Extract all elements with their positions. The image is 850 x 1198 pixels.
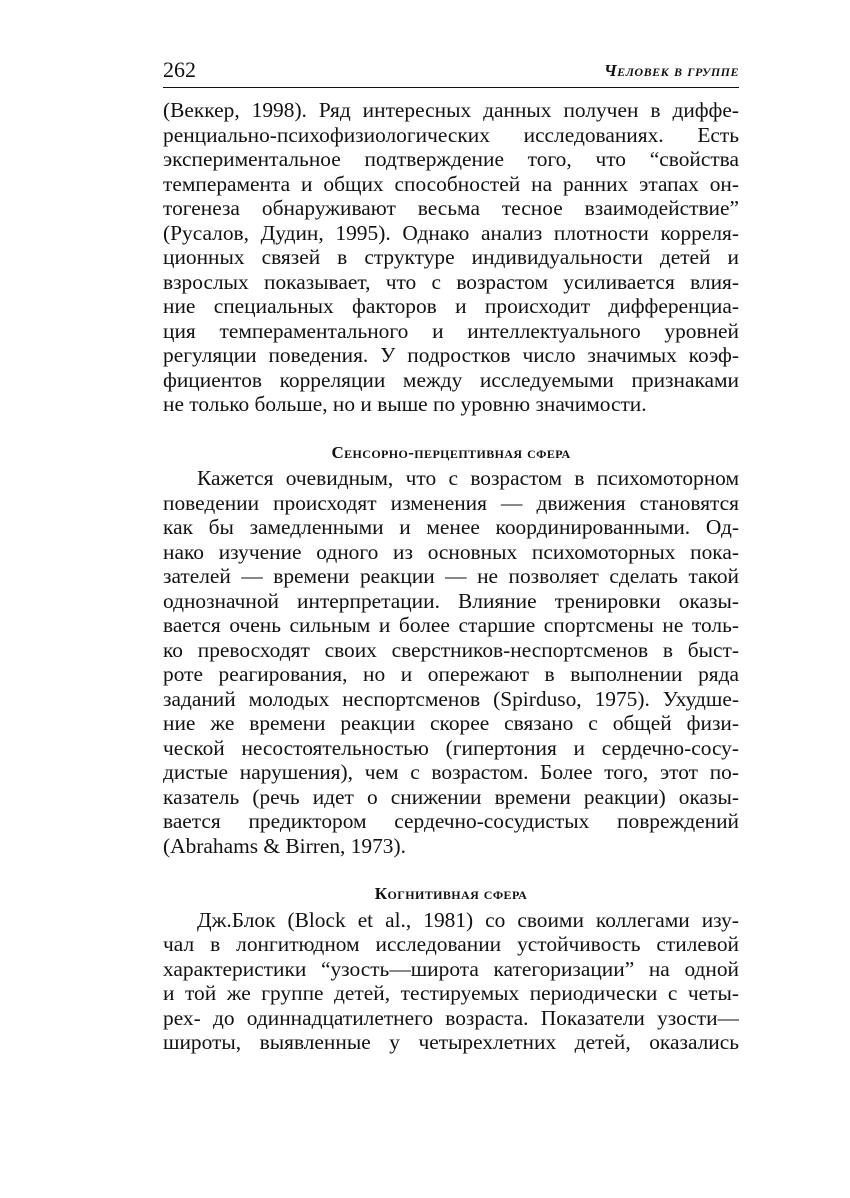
text-line: Кажется очевидным, что с возрастом в психомоторном xyxy=(197,466,739,490)
text-line: ко превосходят своих сверстников-неспортсменов в быст- xyxy=(163,637,739,662)
text-line: ционных связей в структуре индивидуальности детей и xyxy=(163,245,739,269)
text-line: ция темпераментального и интеллектуального уровней xyxy=(163,318,739,343)
text-line: чал в лонгитюдном исследовании устойчивость стилевой xyxy=(163,932,739,956)
text-line: как бы замедленными и менее координированными. Од- xyxy=(163,515,739,539)
text-line: темперамента и общих способностей на ранних этапах он- xyxy=(163,171,739,196)
text-line: широты, выявленные у четырехлетних детей, оказались xyxy=(163,1030,739,1054)
text-line: зателей — времени реакции — не позволяет сделать такой xyxy=(163,564,739,588)
paragraph-sensory xyxy=(163,466,739,858)
running-title: Человек в группе xyxy=(603,61,739,80)
page-number: 262 xyxy=(163,57,196,82)
text-line: роте реагирования, но и опережают в выполнении ряда xyxy=(163,662,739,686)
text-line: ческой несостоятельностью (гипертония и сердечно-сосу- xyxy=(163,735,739,760)
text-line: вается предиктором сердечно-сосудистых повреждений xyxy=(163,809,739,833)
text-line: регуляции поведения. У подростков число значимых коэф- xyxy=(163,343,739,367)
header-rule xyxy=(163,87,739,88)
text-line: дистые нарушения), чем с возрастом. Более того, этот по- xyxy=(163,760,739,784)
text-line: взрослых показывает, что с возрастом усиливается влия- xyxy=(163,269,739,294)
text-line: казатель (речь идет о снижении времени реакции) оказы- xyxy=(163,784,739,809)
text-line: (Веккер, 1998). Ряд интересных данных получен в диффе- xyxy=(163,98,739,122)
spacer xyxy=(163,417,739,441)
text-line: (Abrahams & Birren, 1973). xyxy=(163,833,406,858)
text-line: рех- до одиннадцатилетнего возраста. Показатели узости— xyxy=(163,1005,739,1030)
text-line: фициентов корреляции между исследуемыми признаками xyxy=(163,367,739,392)
text-line: нако изучение одного из основных психомоторных пока- xyxy=(163,539,739,564)
text-line: и той же группе детей, тестируемых периодически с четы- xyxy=(163,981,739,1005)
body-text xyxy=(163,98,739,1055)
text-line: вается очень сильным и более старшие спортсмены не толь- xyxy=(163,613,739,637)
section-heading-cognitive: Когнитивная сфера xyxy=(374,884,528,903)
text-line: однозначной интерпретации. Влияние тренировки оказы- xyxy=(163,588,739,613)
page-header xyxy=(163,57,739,87)
text-line: ренциально-психофизиологических исследованиях. Есть xyxy=(163,122,739,147)
text-line: экспериментальное подтверждение того, что “свойства xyxy=(163,147,739,171)
spacer xyxy=(163,858,739,882)
paragraph-cognitive xyxy=(163,908,739,1055)
text-line: заданий молодых неспортсменов (Spirduso, 1975). Ухудше- xyxy=(163,686,739,711)
text-line: поведении происходят изменения — движения становятся xyxy=(163,490,739,515)
text-line: тогенеза обнаруживают весьма тесное взаимодействие” xyxy=(163,196,739,220)
paragraph-continued xyxy=(163,98,739,417)
text-line: не только больше, но и выше по уровню значимости. xyxy=(163,392,647,416)
text-line: характеристики “узость—широта категоризации” на одной xyxy=(163,956,739,981)
text-line: ние специальных факторов и происходит дифференциа- xyxy=(163,294,739,318)
section-heading-sensory: Сенсорно-перцептивная сфера xyxy=(331,442,571,462)
text-line: (Русалов, Дудин, 1995). Однако анализ плотности корреля- xyxy=(163,220,739,245)
text-line: ние же времени реакции скорее связано с общей физи- xyxy=(163,711,739,735)
text-line: Дж.Блок (Block et al., 1981) со своими коллегами изу- xyxy=(197,907,739,932)
